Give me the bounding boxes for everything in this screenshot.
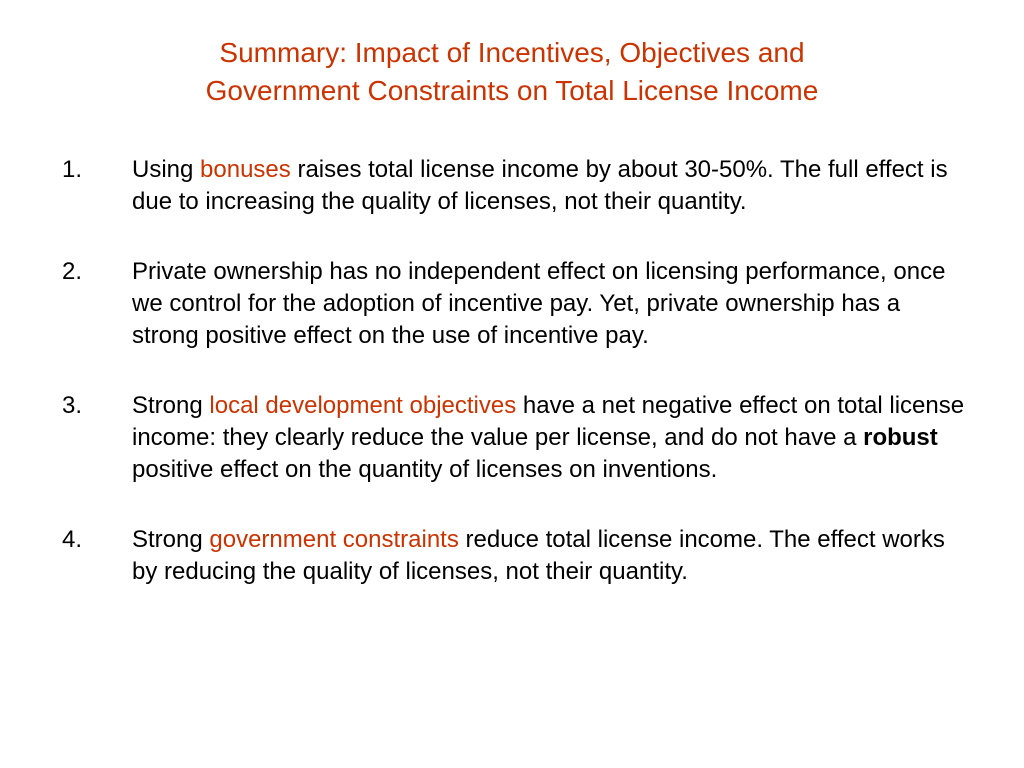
highlight-local-development-objectives: local development objectives xyxy=(209,392,517,419)
summary-item-1 xyxy=(62,154,972,218)
item-text: positive effect on the quantity of licenses on inventions. xyxy=(132,456,718,483)
item-text: Using xyxy=(132,156,201,183)
emphasis-robust: robust xyxy=(863,424,938,451)
item-text: have a net negative effect on total license income: they clearly reduce the value per license, and do not have a xyxy=(132,392,965,451)
item-text: Private ownership has no independent effect on licensing performance, once we control for the adoption of incentive pay. Yet, private ownership has a strong positive effect on the use of incentive pay. xyxy=(132,258,946,349)
slide-title-line-2: Government Constraints on Total License Income xyxy=(205,75,819,106)
item-number: 4. xyxy=(62,526,83,553)
summary-item-3 xyxy=(62,390,972,486)
item-number: 1. xyxy=(62,156,83,183)
summary-list xyxy=(62,154,972,626)
item-text: reduce total license income. The effect works by reducing the quality of licenses, not their quantity. xyxy=(132,526,945,585)
slide-title-line-1: Summary: Impact of Incentives, Objectives and xyxy=(219,37,805,68)
item-text: Strong xyxy=(132,392,210,419)
highlight-government-constraints: government constraints xyxy=(209,526,459,553)
summary-item-2 xyxy=(62,256,972,352)
item-number: 3. xyxy=(62,392,83,419)
highlight-bonuses: bonuses xyxy=(200,156,291,183)
summary-item-4 xyxy=(62,524,972,588)
item-number: 2. xyxy=(62,258,83,285)
item-text: raises total license income by about 30-50%. The full effect is due to increasing the quality of licenses, not their quantity. xyxy=(132,156,948,215)
slide-title xyxy=(60,34,964,110)
item-text: Strong xyxy=(132,526,210,553)
